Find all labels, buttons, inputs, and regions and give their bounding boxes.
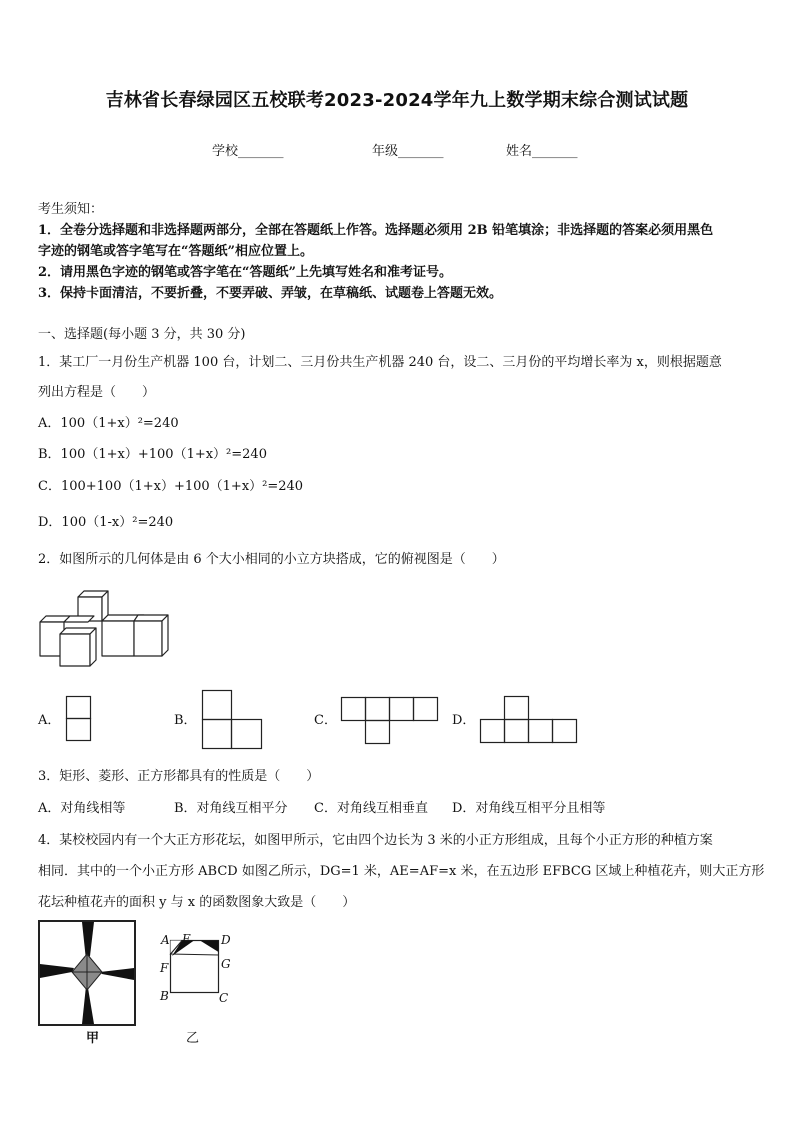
- question-2-option-d: D．: [452, 713, 476, 728]
- school-field: 学校_______: [212, 144, 284, 159]
- option-b-figure: [202, 690, 264, 750]
- notice-item: 3．保持卡面清洁，不要折叠，不要弄破、弄皱，在草稿纸、试题卷上答题无效。: [38, 286, 503, 301]
- question-3-option-d: D．对角线互相平分且相等: [452, 801, 606, 816]
- label-f: F: [160, 961, 169, 975]
- question-1-text: 列出方程是（ ）: [38, 385, 156, 400]
- grade-field: 年级_______: [372, 144, 444, 159]
- question-3-option-c: C．对角线互相垂直: [314, 801, 428, 816]
- label-e: E: [182, 932, 191, 946]
- question-1-option-b: B．100（1+x）+100（1+x）²=240: [38, 447, 267, 462]
- label-a: A: [161, 933, 170, 947]
- notice-item: 字迹的钢笔或答字笔写在“答题纸”相应位置上。: [38, 244, 313, 259]
- name-field: 姓名_______: [506, 144, 578, 159]
- question-1-option-c: C．100+100（1+x）+100（1+x）²=240: [38, 479, 304, 494]
- question-1-text: 1．某工厂一月份生产机器 100 台，计划二、三月份共生产机器 240 台，设二、三月份的平均增长率为 x，则根据题意: [38, 355, 722, 370]
- question-4-text: 相同．其中的一个小正方形 ABCD 如图乙所示，DG=1 米，AE=AF=x 米，在五边形 EFBCG 区域上种植花卉，则大正方形: [38, 864, 765, 879]
- label-c: C: [219, 991, 229, 1005]
- label-d: D: [221, 933, 231, 947]
- cube-figure: [38, 588, 178, 668]
- notice-heading: 考生须知：: [38, 202, 104, 217]
- question-4-text: 花坛种植花卉的面积 y 与 x 的函数图象大致是（ ）: [38, 895, 356, 910]
- label-b: B: [160, 989, 169, 1003]
- question-2-option-b: B．: [174, 713, 197, 728]
- question-3-option-a: A．对角线相等: [38, 801, 126, 816]
- question-3-text: 3．矩形、菱形、正方形都具有的性质是（ ）: [38, 769, 320, 784]
- option-d-figure: [480, 696, 580, 744]
- question-3-option-b: B．对角线互相平分: [174, 801, 288, 816]
- option-a-figure: [66, 696, 92, 742]
- section-heading: 一、选择题(每小题 3 分，共 30 分): [38, 327, 246, 342]
- figure-jia: [38, 920, 138, 1026]
- question-4-text: 4．某校校园内有一个大正方形花坛，如图甲所示，它由四个边长为 3 米的小正方形组成，且每个小正方形的种植方案: [38, 833, 713, 848]
- page-title: 吉林省长春绿园区五校联考2023-2024学年九上数学期末综合测试试题: [105, 90, 689, 111]
- figure-jia-caption: 甲: [86, 1031, 100, 1046]
- question-1-option-a: A．100（1+x）²=240: [38, 416, 179, 431]
- question-2-option-a: A．: [38, 713, 61, 728]
- notice-item: 1．全卷分选择题和非选择题两部分，全部在答题纸上作答。选择题必须用 2B 铅笔填涂；非选择题的答案必须用黑色: [38, 223, 714, 238]
- option-c-figure: [341, 697, 441, 745]
- question-1-option-d: D．100（1-x）²=240: [38, 515, 174, 530]
- notice-item: 2．请用黑色字迹的钢笔或答字笔在“答题纸”上先填写姓名和准考证号。: [38, 265, 453, 280]
- label-g: G: [221, 957, 231, 971]
- question-2-text: 2．如图所示的几何体是由 6 个大小相同的小立方块搭成，它的俯视图是（ ）: [38, 552, 505, 567]
- figure-yi-caption: 乙: [186, 1031, 200, 1046]
- question-2-option-c: C．: [314, 713, 337, 728]
